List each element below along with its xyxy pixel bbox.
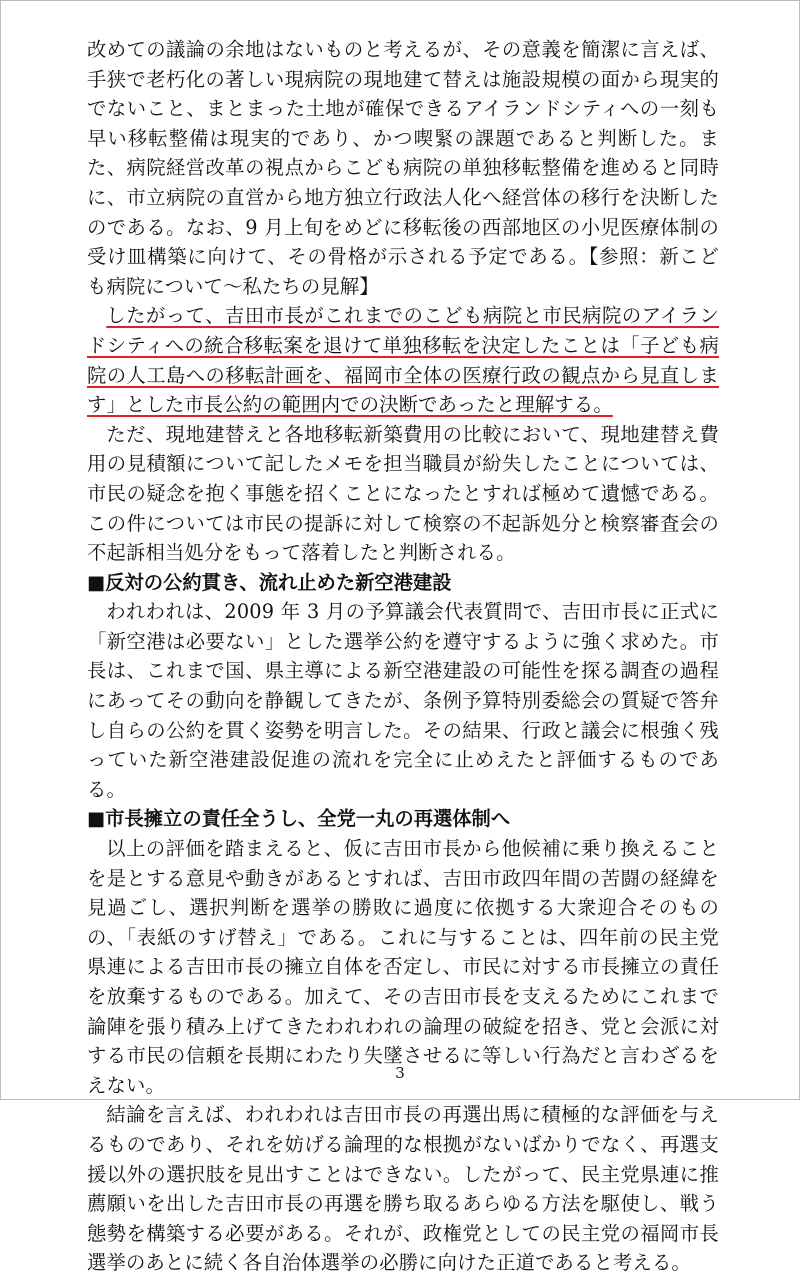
paragraph: 改めての議論の余地はないものと考えるが、その意義を簡潔に言えば、手狭で老朽化の著しい現病院の現地建て替えは施設規模の面から現実的でないこと、まとまった土地が確保できるアイランドシティへの一刻も早い移転整備は現実的であり、かつ喫緊の課題であると判断した。また、病院経営改革の視点からこども病院の単独移転整備を進めると同時に、市立病院の直営から地方独立行政法人化へ経営体の移行を決断したのである。なお、9 月上旬をめどに移転後の西部地区の小児医療体制の受け皿構築に向けて、その骨格が示される予定である。【参照：新こども病院について〜私たちの見解】 (87, 38, 719, 298)
section-heading: ■市長擁立の責任全うし、全党一丸の再選体制へ (87, 807, 511, 831)
paragraph: われわれは、2009 年 3 月の予算議会代表質問で、吉田市長に正式に「新空港は必要ない」とした選挙公約を遵守するように強く求めた。市長は、これまで国、県主導による新空港建設の可能性を探る調査の過程にあってその動向を静観してきたが、条例予算特別委総会の質疑で答弁し自らの公約を貫く姿勢を明言した。その結果、行政と議会に根強く残っていた新空港建設促進の流れを完全に止めえたと評価するものである。 (87, 600, 719, 801)
red-underlined-text: したがって、吉田市長がこれまでのこども病院と市民病院のアイランドシティへの統合移転案を退けて単独移転を決定したことは「子ども病院の人工島への移転計画を、福岡市全体の医療行政の観点から見直します」とした市長公約の範囲内での決断であったと理解する。 (87, 304, 719, 417)
page-number: 3 (395, 1064, 405, 1082)
section-heading: ■反対の公約貫き、流れ止めた新空港建設 (87, 570, 452, 594)
paragraph: 以上の評価を踏まえると、仮に吉田市長から他候補に乗り換えることを是とする意見や動きがあるとすれば、吉田市政四年間の苦闘の経緯を見過ごし、選択判断を選挙の勝敗に過度に依拠する大衆迎合そのものの、「表紙のすげ替え」である。これに与することは、四年前の民主党県連による吉田市長の擁立自体を否定し、市民に対する市長擁立の責任を放棄するものである。加えて、その吉田市長を支えるためにこれまで論陣を張り積み上げてきたわれわれの論理の破綻を招き、党と会派に対する市民の信頼を長期にわたり失墜させるに等しい行為だと言わざるをえない。 (87, 837, 719, 1097)
paragraph: ただ、現地建替えと各地移転新築費用の比較において、現地建替え費用の見積額について記したメモを担当職員が紛失したことについては、市民の疑念を抱く事態を招くことになったとすれば極めて遺憾である。この件については市民の提訴に対して検察の不起訴処分と検察審査会の不起訴相当処分をもって落着したと判断される。 (87, 422, 719, 565)
paragraph: 結論を言えば、われわれは吉田市長の再選出馬に積極的な評価を与えるものであり、それを妨げる論理的な根拠がないばかりでなく、再選支援以外の選択肢を見出すことはできない。したがって、民主党県連に推薦願いを出した吉田市長の再選を勝ち取るあらゆる方法を駆使し、戦う態勢を構築する必要がある。それが、政権党としての民主党の福岡市長選挙のあとに続く各自治体選挙の必勝に向けた正道であると考える。 (87, 1103, 719, 1275)
page-body (87, 35, 719, 1278)
underlined-paragraph (87, 301, 719, 419)
